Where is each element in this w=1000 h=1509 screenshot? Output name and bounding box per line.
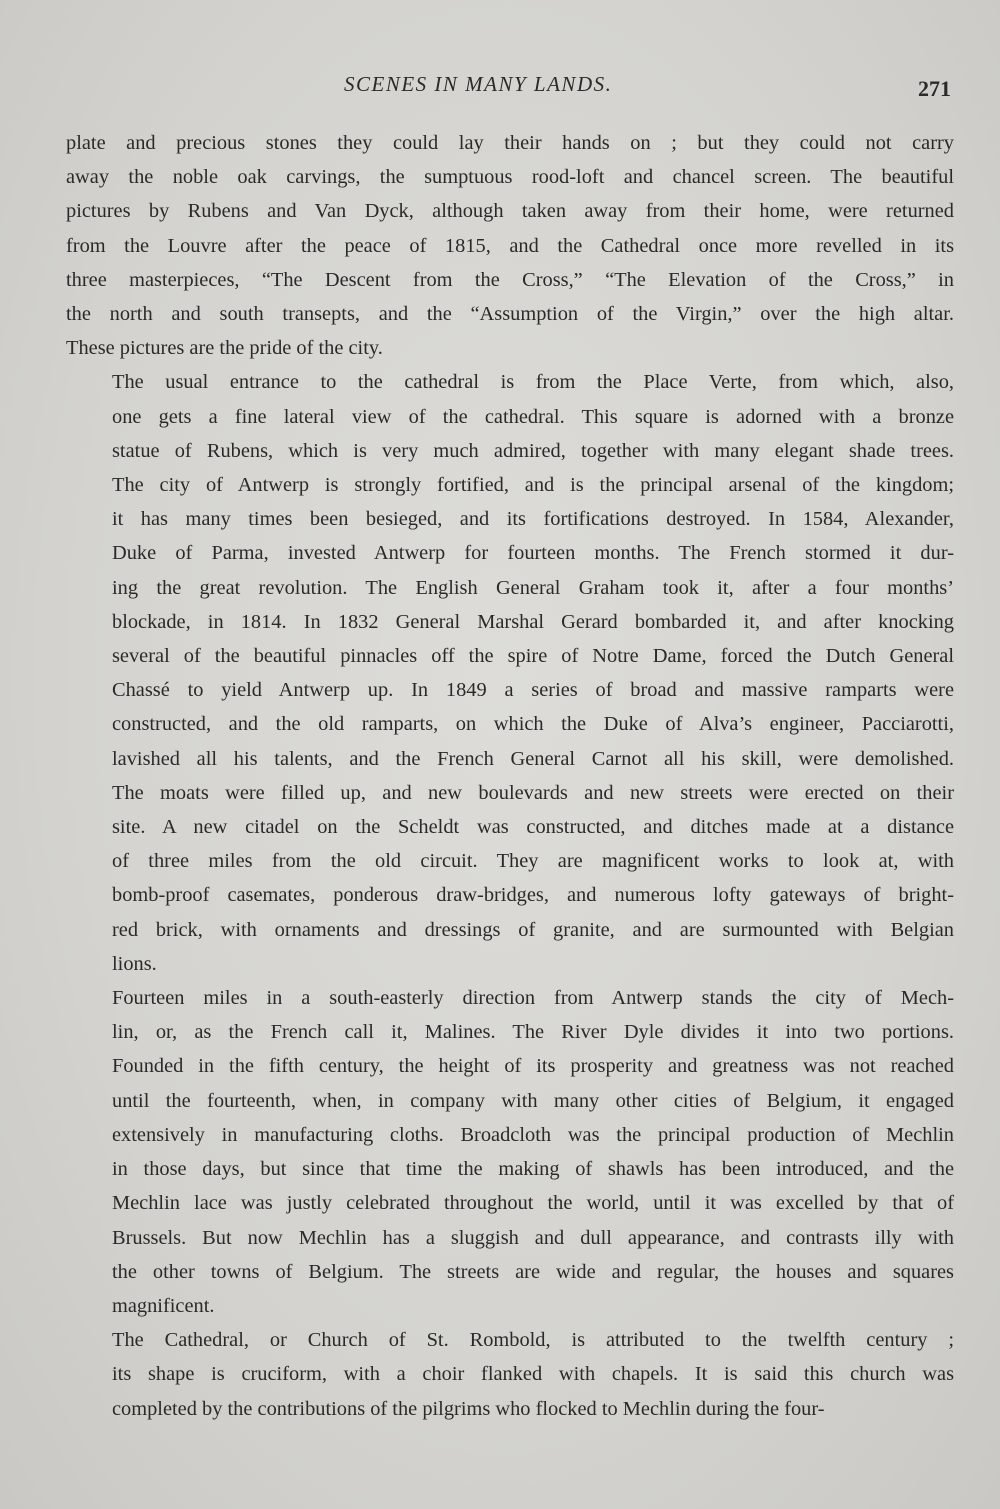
text-line: until the fourteenth, when, in company with many other cities of Belgium, it engaged: [112, 1089, 954, 1112]
text-line: lin, or, as the French call it, Malines. The River Dyle divides it into two portions.: [112, 1021, 954, 1044]
text-line: completed by the contributions of the pilgrims who flocked to Mechlin during the four-: [112, 1397, 825, 1420]
body-text: [66, 126, 954, 1426]
text-line: three masterpieces, “The Descent from the Cross,” “The Elevation of the Cross,” in: [66, 268, 954, 291]
text-line: plate and precious stones they could lay their hands on ; but they could not carry: [66, 132, 954, 154]
text-line: extensively in manufacturing cloths. Broadcloth was the principal production of Mechlin: [112, 1123, 954, 1146]
text-line: magnificent.: [112, 1294, 215, 1317]
text-line: bomb-proof casemates, ponderous draw-bridges, and numerous lofty gateways of bright-: [112, 884, 954, 907]
text-line: constructed, and the old ramparts, on which the Duke of Alva’s engineer, Pacciarotti,: [112, 713, 954, 736]
text-line: its shape is cruciform, with a choir flanked with chapels. It is said this church was: [112, 1363, 954, 1386]
text-line: away the noble oak carvings, the sumptuous rood-loft and chancel screen. The beautiful: [66, 166, 954, 189]
text-line: Duke of Parma, invested Antwerp for fourteen months. The French stormed it dur-: [112, 542, 954, 565]
text-line: several of the beautiful pinnacles off the spire of Notre Dame, forced the Dutch General: [112, 645, 954, 668]
text-line: from the Louvre after the peace of 1815, and the Cathedral once more revelled in its: [66, 234, 954, 257]
text-line: The Cathedral, or Church of St. Rombold, is attributed to the twelfth century ;: [112, 1329, 954, 1352]
page-number: 271: [918, 76, 951, 101]
text-line: Chassé to yield Antwerp up. In 1849 a series of broad and massive ramparts were: [112, 679, 954, 702]
text-line: The city of Antwerp is strongly fortified, and is the principal arsenal of the kingdom;: [112, 474, 954, 497]
text-line: lavished all his talents, and the French General Carnot all his skill, were demolished.: [112, 747, 954, 770]
paragraph: [66, 126, 954, 365]
text-line: the north and south transepts, and the “Assumption of the Virgin,” over the high altar.: [66, 303, 954, 326]
text-line: The moats were filled up, and new boulevards and new streets were erected on their: [112, 781, 954, 804]
paragraph: [66, 1323, 954, 1426]
text-line: the other towns of Belgium. The streets are wide and regular, the houses and squares: [112, 1260, 954, 1283]
text-line: Brussels. But now Mechlin has a sluggish and dull appearance, and contrasts illy with: [112, 1226, 954, 1249]
paragraph: [66, 981, 954, 1323]
text-line: The usual entrance to the cathedral is from the Place Verte, from which, also,: [112, 371, 954, 394]
text-line: of three miles from the old circuit. They are magnificent works to look at, with: [112, 850, 954, 873]
paragraph: [66, 365, 954, 981]
running-title: SCENES IN MANY LANDS.: [344, 72, 613, 96]
text-line: Founded in the fifth century, the height of its prosperity and greatness was not reached: [112, 1055, 954, 1078]
text-line: it has many times been besieged, and its fortifications destroyed. In 1584, Alexander,: [112, 508, 954, 531]
text-line: lions.: [112, 952, 157, 975]
text-line: red brick, with ornaments and dressings of granite, and are surmounted with Belgian: [112, 918, 954, 941]
text-line: site. A new citadel on the Scheldt was constructed, and ditches made at a distance: [112, 816, 954, 839]
text-line: Fourteen miles in a south-easterly direction from Antwerp stands the city of Mech-: [112, 987, 954, 1010]
text-line: blockade, in 1814. In 1832 General Marshal Gerard bombarded it, and after knocking: [112, 610, 954, 633]
text-line: Mechlin lace was justly celebrated throughout the world, until it was excelled by that of: [112, 1192, 954, 1215]
text-line: These pictures are the pride of the city.: [66, 337, 383, 360]
text-line: in those days, but since that time the making of shawls has been introduced, and the: [112, 1158, 954, 1181]
text-line: pictures by Rubens and Van Dyck, although taken away from their home, were returned: [66, 200, 954, 223]
text-line: statue of Rubens, which is very much admired, together with many elegant shade trees.: [112, 439, 954, 462]
running-header: [0, 70, 1000, 110]
text-line: ing the great revolution. The English General Graham took it, after a four months’: [112, 576, 954, 599]
text-line: one gets a fine lateral view of the cathedral. This square is adorned with a bronze: [112, 405, 954, 428]
